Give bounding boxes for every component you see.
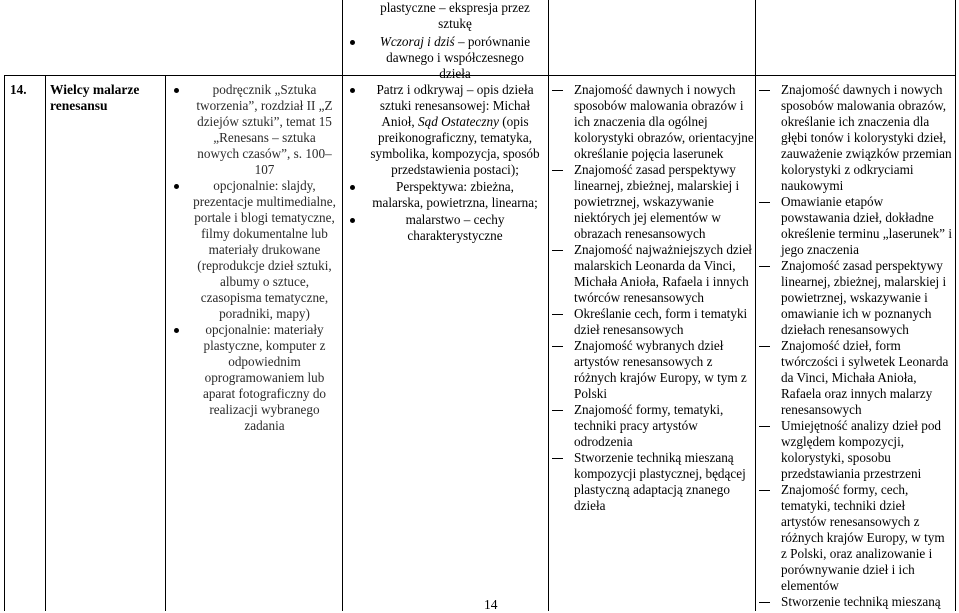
list-item: Znajomość dawnych i nowych sposobów malowania obrazów i ich znaczenia dla ogólnej kolorystyki obrazów, orientacyjne określanie pojęcia laserunek <box>574 82 754 161</box>
table-divider-1 <box>45 75 46 611</box>
table-divider-2 <box>165 75 166 611</box>
list-item: Znajomość wybranych dzieł artystów renesansowych z różnych krajów Europy, w tym z Polski <box>574 338 754 402</box>
list-item: opcjonalnie: slajdy, prezentacje multimedialne, portale i blogi tematyczne, filmy dokumentalne lub materiały drukowane (reprodukcje dzieł sztuki, albumy o sztuce, czasopisma tematyczne, poradniki, mapy) <box>193 178 336 321</box>
page-number: 14 <box>484 597 498 612</box>
table-divider-5 <box>755 0 756 611</box>
basic-requirements-list <box>574 82 754 514</box>
list-item: Znajomość zasad perspektywy linearnej, zbieżnej, malarskiej i powietrznej, wskazywanie niektórych jej elementów w obrazach renesansowych <box>574 162 754 242</box>
list-item: Patrz i odkrywaj – opis dzieła sztuki renesansowej: Michał Anioł, Sąd Ostateczny (opis preikonograficzny, tematyka, symbolika, kompozycja, sposób przedstawienia postaci); <box>370 82 540 177</box>
list-item: Omawianie etapów powstawania dzieł, dokładne określenie terminu „laserunek” i jego znaczenia <box>781 194 952 257</box>
lesson-title: Wielcy malarze renesansu <box>50 82 140 113</box>
list-item: Znajomość formy, cech, tematyki, techniki dzieł artystów renesansowych z różnych krajów Europy, w tym z Polski, oraz analizowanie i porównywanie dzieł i ich elementów <box>781 482 953 594</box>
list-item: Stworzenie techniką mieszaną kompozycji plastycznej, będącej plastyczną adaptacją znanego dzieła <box>574 450 754 514</box>
lesson-number: 14. <box>10 82 27 97</box>
list-item: Znajomość dzieł, form twórczości i sylwetek Leonarda da Vinci, Michała Anioła, Rafaela oraz innych malarzy renesansowych <box>781 338 953 418</box>
list-item: Wczoraj i dziś – porównanie dawnego i współczesnego dzieła <box>369 34 541 82</box>
materials-list <box>193 82 336 434</box>
table-divider-4 <box>548 0 549 611</box>
italic-title: Wczoraj i dziś <box>379 34 455 49</box>
methods-continuation <box>369 0 541 82</box>
list-item-continued: plastyczne – ekspresja przez sztukę <box>380 0 530 31</box>
methods-list <box>369 82 541 245</box>
list-item: Znajomość dawnych i nowych sposobów malowania obrazów, określanie ich znaczenia dla głębi tonów i kolorystyki dzieł, zauważenie związków przemian kolorystyki z odkryciami naukowymi <box>781 82 952 193</box>
list-item: Perspektywa: zbieżna, malarska, powietrzna, linearna; <box>369 179 541 211</box>
list-item: Znajomość formy, tematyki, techniki pracy artystów odrodzenia <box>574 402 754 450</box>
list-item: malarstwo – cechy charakterystyczne <box>369 212 541 244</box>
list-item: podręcznik „Sztuka tworzenia”, rozdział II „Z dziejów sztuki”, temat 15 „Renesans – sztuka nowych czasów”, s. 100–107 <box>193 82 336 178</box>
list-item: Umiejętność analizy dzieł pod względem kompozycji, kolorystyki, sposobu przedstawiania przestrzeni <box>781 418 953 482</box>
list-item: Znajomość zasad perspektywy linearnej, zbieżnej, malarskiej i powietrznej, wskazywanie i omawianie ich w poznanych dziełach renesansowych <box>781 258 953 338</box>
table-divider-3 <box>342 0 343 611</box>
list-item: Stworzenie techniką mieszaną <box>781 594 953 610</box>
list-item: Znajomość najważniejszych dzieł malarskich Leonarda da Vinci, Michała Anioła, Rafaela i innych twórców renesansowych <box>574 242 754 306</box>
list-item: opcjonalnie: materiały plastyczne, komputer z odpowiednim oprogramowaniem lub aparat fotograficzny do realizacji wybranego zadania <box>193 322 336 434</box>
list-item: Określanie cech, form i tematyki dzieł renesansowych <box>574 306 754 338</box>
table-border-left <box>4 75 5 611</box>
extended-requirements-list <box>781 82 953 610</box>
table-border-right <box>955 0 956 611</box>
